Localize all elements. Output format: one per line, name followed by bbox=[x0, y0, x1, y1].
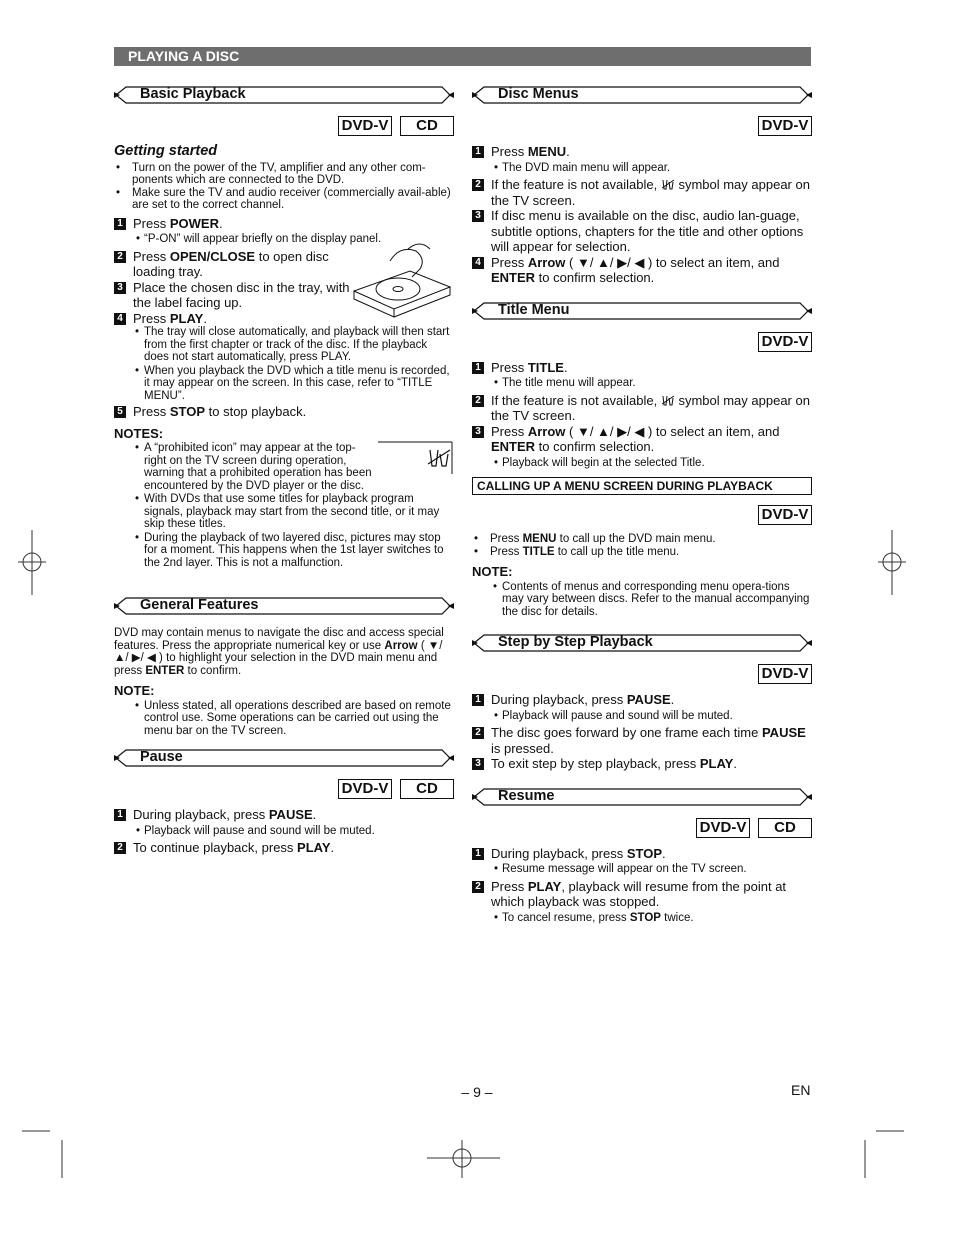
step-1: 1 During playback, press STOP. bbox=[472, 846, 812, 862]
cd-badge: CD bbox=[400, 116, 454, 136]
note-title: NOTE: bbox=[472, 564, 513, 579]
intro-list bbox=[114, 162, 454, 212]
disc-type-badges bbox=[114, 779, 454, 799]
step-5: 5 Press STOP to stop playback. bbox=[114, 404, 454, 420]
left-column bbox=[114, 84, 454, 856]
step-note: • The tray will close automatically, and playback will then start from the first chapter or track of the disc. If the playback does not start automatically, press PLAY. bbox=[114, 326, 454, 364]
calling-notes bbox=[472, 581, 812, 619]
step-1: 1 Press POWER. bbox=[114, 216, 454, 232]
calling-menu-heading: CALLING UP A MENU SCREEN DURING PLAYBACK bbox=[472, 477, 812, 495]
page-header: PLAYING A DISC bbox=[114, 47, 811, 66]
step-note: • Playback will pause and sound will be muted. bbox=[114, 825, 454, 838]
section-header-general-features bbox=[114, 595, 454, 617]
step-3: 3 Press Arrow ( ▼/ ▲/ ▶/ ◀ ) to select an item, and ENTER to confirm selection. bbox=[472, 424, 812, 455]
step-note: • The DVD main menu will appear. bbox=[472, 162, 812, 175]
notes-title: NOTES: bbox=[114, 425, 164, 441]
intro-item: • Make sure the TV and audio receiver (commercially avail-able) are set to the correct channel. bbox=[114, 187, 454, 212]
step-3: 3 If disc menu is available on the disc, audio lan-guage, subtitle options, chapters for the title and other options will appear for selection. bbox=[472, 208, 812, 255]
section-header-basic-playback bbox=[114, 84, 454, 106]
step-note: • Resume message will appear on the TV screen. bbox=[472, 863, 812, 876]
section-header-step-playback bbox=[472, 632, 812, 654]
prohibited-icon bbox=[661, 177, 675, 191]
step-note: • Playback will pause and sound will be muted. bbox=[472, 710, 812, 723]
section-header-resume bbox=[472, 786, 812, 808]
section-title: Resume bbox=[498, 787, 555, 804]
step-3: 3 Place the chosen disc in the tray, with the label facing up. bbox=[114, 280, 363, 311]
step-1: 1 Press MENU. bbox=[472, 144, 812, 160]
dvd-v-badge: DVD-V bbox=[758, 505, 812, 525]
disc-type-badges bbox=[472, 664, 812, 684]
disc-type-badges bbox=[472, 818, 812, 838]
step-4-notes bbox=[114, 326, 454, 402]
note-item: • Contents of menus and corresponding menu opera-tions may vary between discs. Refer to the manual accompanying the disc for details. bbox=[472, 581, 812, 619]
note-item: • With DVDs that use some titles for playback program signals, playback may start from the second title, or it may skip these titles. bbox=[114, 493, 454, 531]
dvd-v-badge: DVD-V bbox=[338, 779, 392, 799]
cd-badge: CD bbox=[400, 779, 454, 799]
section-header-disc-menus bbox=[472, 84, 812, 106]
step-note: • “P-ON” will appear briefly on the display panel. bbox=[114, 233, 454, 246]
step-note: • The title menu will appear. bbox=[472, 377, 812, 390]
section-title: Basic Playback bbox=[140, 86, 246, 102]
step-2: 2 Press OPEN/CLOSE to open disc loading tray. bbox=[114, 249, 363, 280]
dvd-v-badge: DVD-V bbox=[758, 664, 812, 684]
general-notes bbox=[114, 700, 454, 738]
dvd-v-badge: DVD-V bbox=[758, 116, 812, 136]
language-code: EN bbox=[791, 1082, 811, 1098]
section-title: Step by Step Playback bbox=[498, 634, 653, 650]
section-title: Pause bbox=[140, 749, 183, 765]
dvd-v-badge: DVD-V bbox=[338, 116, 392, 136]
calling-list bbox=[472, 533, 812, 558]
disc-type-badges bbox=[472, 332, 812, 352]
note-item: • A “prohibited icon” may appear at the top-right on the TV screen during operation, warning that a prohibited operation has been encountered by the DVD player or the disc. bbox=[114, 442, 374, 492]
note-item: • Unless stated, all operations described are based on remote control use. Some operations can be carried out using the menu bar on the TV screen. bbox=[114, 700, 454, 738]
step-3: 3 To exit step by step playback, press PLAY. bbox=[472, 756, 812, 772]
section-header-title-menu bbox=[472, 300, 812, 322]
step-1: 1 During playback, press PAUSE. bbox=[472, 692, 812, 708]
list-item: • Press MENU to call up the DVD main menu. bbox=[472, 533, 812, 546]
step-4: 4 Press PLAY. bbox=[114, 311, 454, 327]
step-note: • Playback will begin at the selected Title. bbox=[472, 457, 812, 470]
step-2: 2 Press PLAY, playback will resume from the point at which playback was stopped. bbox=[472, 879, 812, 910]
step-1: 1 Press TITLE. bbox=[472, 360, 812, 376]
note-item: • During the playback of two layered disc, pictures may stop for a moment. This happens when the 1st layer switches to the 2nd layer. This is not a malfunction. bbox=[114, 532, 454, 570]
intro-item: • Turn on the power of the TV, amplifier and any other com-ponents which are connected to the DVD. bbox=[114, 162, 454, 187]
prohibited-icon-illustration bbox=[378, 440, 454, 476]
general-description: DVD may contain menus to navigate the disc and access special features. Press the appropriate numerical key or use Arrow ( ▼/ ▲/ ▶/ ◀ ) to highlight your selection in the DVD main menu and press ENTER to confirm. bbox=[114, 627, 444, 677]
step-2: 2 If the feature is not available, symbol may appear on the TV screen. bbox=[472, 393, 812, 424]
step-4: 4 Press Arrow ( ▼/ ▲/ ▶/ ◀ ) to select an item, and ENTER to confirm selection. bbox=[472, 255, 812, 286]
step-1: 1 During playback, press PAUSE. bbox=[114, 807, 454, 823]
step-note: • To cancel resume, press STOP twice. bbox=[472, 912, 812, 925]
step-2: 2 If the feature is not available, symbol may appear on the TV screen. bbox=[472, 177, 812, 208]
section-title: Disc Menus bbox=[498, 86, 579, 102]
step-note: • When you playback the DVD which a title menu is recorded, it may appear on the screen. In this case, refer to “TITLE MENU”. bbox=[114, 365, 454, 403]
section-title: Title Menu bbox=[498, 301, 570, 318]
getting-started-heading: Getting started bbox=[114, 143, 218, 159]
disc-type-badges bbox=[114, 116, 454, 136]
right-column bbox=[472, 84, 812, 927]
page-number: – 9 – bbox=[461, 1084, 493, 1100]
dvd-v-badge: DVD-V bbox=[696, 818, 750, 838]
prohibited-icon bbox=[661, 393, 675, 407]
dvd-v-badge: DVD-V bbox=[758, 332, 812, 352]
list-item: • Press TITLE to call up the title menu. bbox=[472, 546, 812, 559]
note-title: NOTE: bbox=[114, 683, 155, 698]
step-2: 2 The disc goes forward by one frame each time PAUSE is pressed. bbox=[472, 725, 812, 756]
step-2: 2 To continue playback, press PLAY. bbox=[114, 840, 454, 856]
disc-type-badges bbox=[472, 116, 812, 136]
cd-badge: CD bbox=[758, 818, 812, 838]
disc-type-badges bbox=[472, 505, 812, 525]
section-header-pause bbox=[114, 747, 454, 769]
section-title: General Features bbox=[140, 597, 259, 613]
